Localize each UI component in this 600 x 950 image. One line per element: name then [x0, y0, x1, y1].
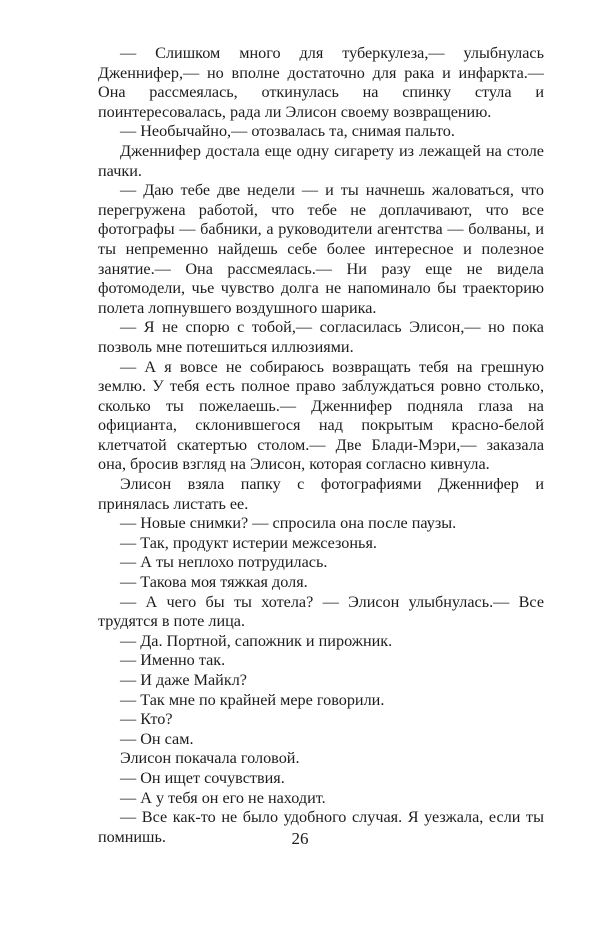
paragraph: Элисон покачала головой. [120, 749, 300, 768]
paragraph: — Он сам. [120, 729, 194, 748]
paragraph: — Он ищет сочувствия. [120, 768, 285, 787]
paragraph: — А у тебя он его не находит. [120, 788, 326, 807]
paragraph: — Новые снимки? — спросила она после паузы. [120, 514, 457, 533]
paragraph: — А ты неплохо потрудилась. [120, 553, 328, 572]
paragraph: — Так, продукт истерии межсезонья. [120, 533, 377, 552]
paragraph: — Все как-то не было удобного случая. Я уезжала, если ты помнишь. [98, 808, 544, 846]
paragraph: — А чего бы ты хотела? — Элисон улыбнулась.— Все трудятся в поте лица. [98, 592, 544, 631]
paragraph: — Такова моя тяжкая доля. [120, 573, 308, 592]
paragraph: — Слишком много для туберкулеза,— улыбнулась Дженнифер,— но вполне достаточно для рака и инфаркта.— Она рассмеялась, откинулась на спинку стула и поинтересовалась, рада ли Элисон своему возвращению. [98, 44, 544, 121]
page-text [98, 44, 544, 847]
paragraph: — Даю тебе две недели — и ты начнешь жаловаться, что перегружена работой, что тебе не доплачивают, что все фотографы — бабники, а руководители агентства — болваны, и ты непременно найдешь себе более интересное и полезное занятие.— Она рассмеялась.— Ни разу еще не видела фотомодели, чье чувство долга не напоминало бы траекторию полета лопнувшего воздушного шарика. [98, 181, 544, 317]
paragraph: — Необычайно,— отозвалась та, снимая пальто. [120, 122, 455, 141]
paragraph: Дженнифер достала еще одну сигарету из лежащей на столе пачки. [98, 141, 544, 180]
paragraph: — Да. Портной, сапожник и пирожник. [120, 631, 393, 650]
paragraph: — Кто? [120, 710, 173, 729]
paragraph: — Так мне по крайней мере говорили. [120, 690, 385, 709]
paragraph: — Именно так. [120, 651, 226, 670]
paragraph: — А я вовсе не собираюсь возвращать тебя на грешную землю. У тебя есть полное право заблуждаться ровно столько, сколько ты пожелаешь.— Дженнифер подняла глаза на официанта, склонившегося над покрытым красно-белой клетчатой скатертью столом.— Две Блади-Мэри,— заказала она, бросив взгляд на Элисон, которая согласно кивнула. [98, 357, 544, 474]
paragraph: — Я не спорю с тобой,— согласилась Элисон,— но пока позволь мне потешиться иллюзиями. [98, 318, 544, 356]
page-number: 26 [291, 829, 309, 848]
paragraph: — И даже Майкл? [120, 671, 247, 689]
paragraph: Элисон взяла папку с фотографиями Дженнифер и принялась листать ее. [98, 475, 544, 513]
